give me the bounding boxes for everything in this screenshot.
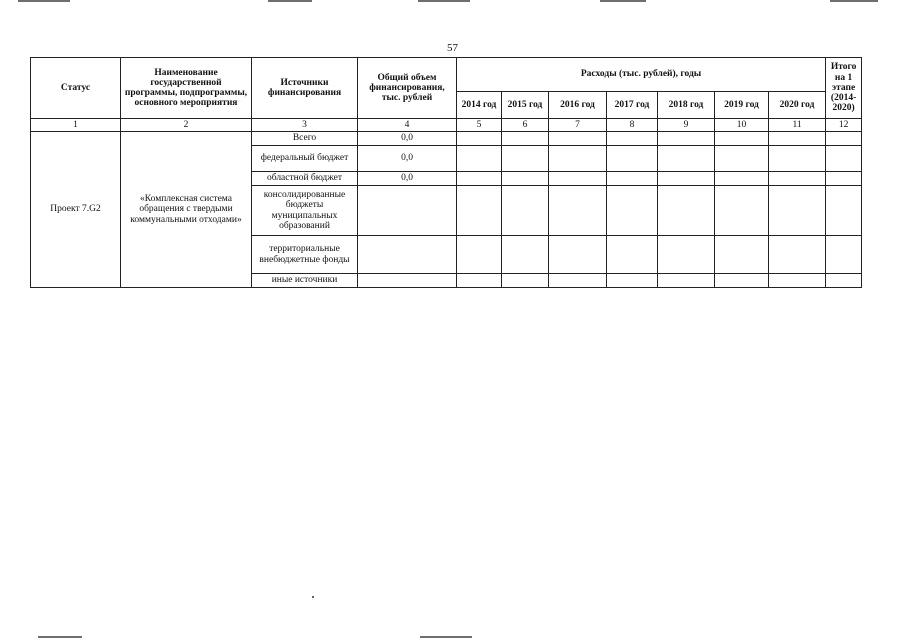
- header-itogo: Итого на 1 этапе (2014-2020): [826, 58, 862, 119]
- scan-edge-line: [38, 636, 82, 638]
- column-number: 12: [826, 119, 862, 132]
- header-status: Статус: [31, 58, 121, 119]
- header-year: 2015 год: [502, 92, 549, 119]
- budget-table: [30, 57, 862, 288]
- source-label: областной бюджет: [252, 172, 358, 186]
- header-year: 2019 год: [715, 92, 769, 119]
- source-label: консолидированные бюджеты муниципальных образований: [252, 186, 358, 236]
- project-status: Проект 7.G2: [31, 132, 121, 288]
- column-number: 5: [457, 119, 502, 132]
- header-year: 2018 год: [658, 92, 715, 119]
- table-row: [31, 132, 862, 146]
- column-number: 7: [549, 119, 607, 132]
- header-row: [31, 58, 862, 92]
- total-value: [358, 274, 457, 288]
- scan-edge-line: [18, 0, 70, 2]
- header-expenses: Расходы (тыс. рублей), годы: [457, 58, 826, 92]
- scan-edge-line: [268, 0, 312, 2]
- scan-edge-line: [600, 0, 646, 2]
- total-value: [358, 186, 457, 236]
- header-year: 2020 год: [769, 92, 826, 119]
- total-value: 0,0: [358, 146, 457, 172]
- source-label: Всего: [252, 132, 358, 146]
- header-year: 2016 год: [549, 92, 607, 119]
- source-label: территориальные внебюджетные фонды: [252, 236, 358, 274]
- column-number-row: [31, 119, 862, 132]
- scan-edge-line: [420, 636, 472, 638]
- scan-edge-line: [830, 0, 878, 2]
- project-name: «Комплексная система обращения с твердыми коммунальными отходами»: [121, 132, 252, 288]
- column-number: 2: [121, 119, 252, 132]
- total-value: [358, 236, 457, 274]
- total-value: 0,0: [358, 132, 457, 146]
- source-label: федеральный бюджет: [252, 146, 358, 172]
- column-number: 3: [252, 119, 358, 132]
- column-number: 1: [31, 119, 121, 132]
- scan-edge-line: [418, 0, 470, 2]
- column-number: 8: [607, 119, 658, 132]
- column-number: 4: [358, 119, 457, 132]
- scan-speck: [312, 596, 314, 598]
- column-number: 6: [502, 119, 549, 132]
- page-number: 57: [447, 42, 458, 54]
- header-sources: Источники финансирования: [252, 58, 358, 119]
- column-number: 11: [769, 119, 826, 132]
- header-program-name: Наименование государственной программы, подпрограммы, основного мероприятия: [121, 58, 252, 119]
- header-year: 2017 год: [607, 92, 658, 119]
- header-year: 2014 год: [457, 92, 502, 119]
- header-total: Общий объем финансирования, тыс. рублей: [358, 58, 457, 119]
- column-number: 10: [715, 119, 769, 132]
- column-number: 9: [658, 119, 715, 132]
- total-value: 0,0: [358, 172, 457, 186]
- source-label: иные источники: [252, 274, 358, 288]
